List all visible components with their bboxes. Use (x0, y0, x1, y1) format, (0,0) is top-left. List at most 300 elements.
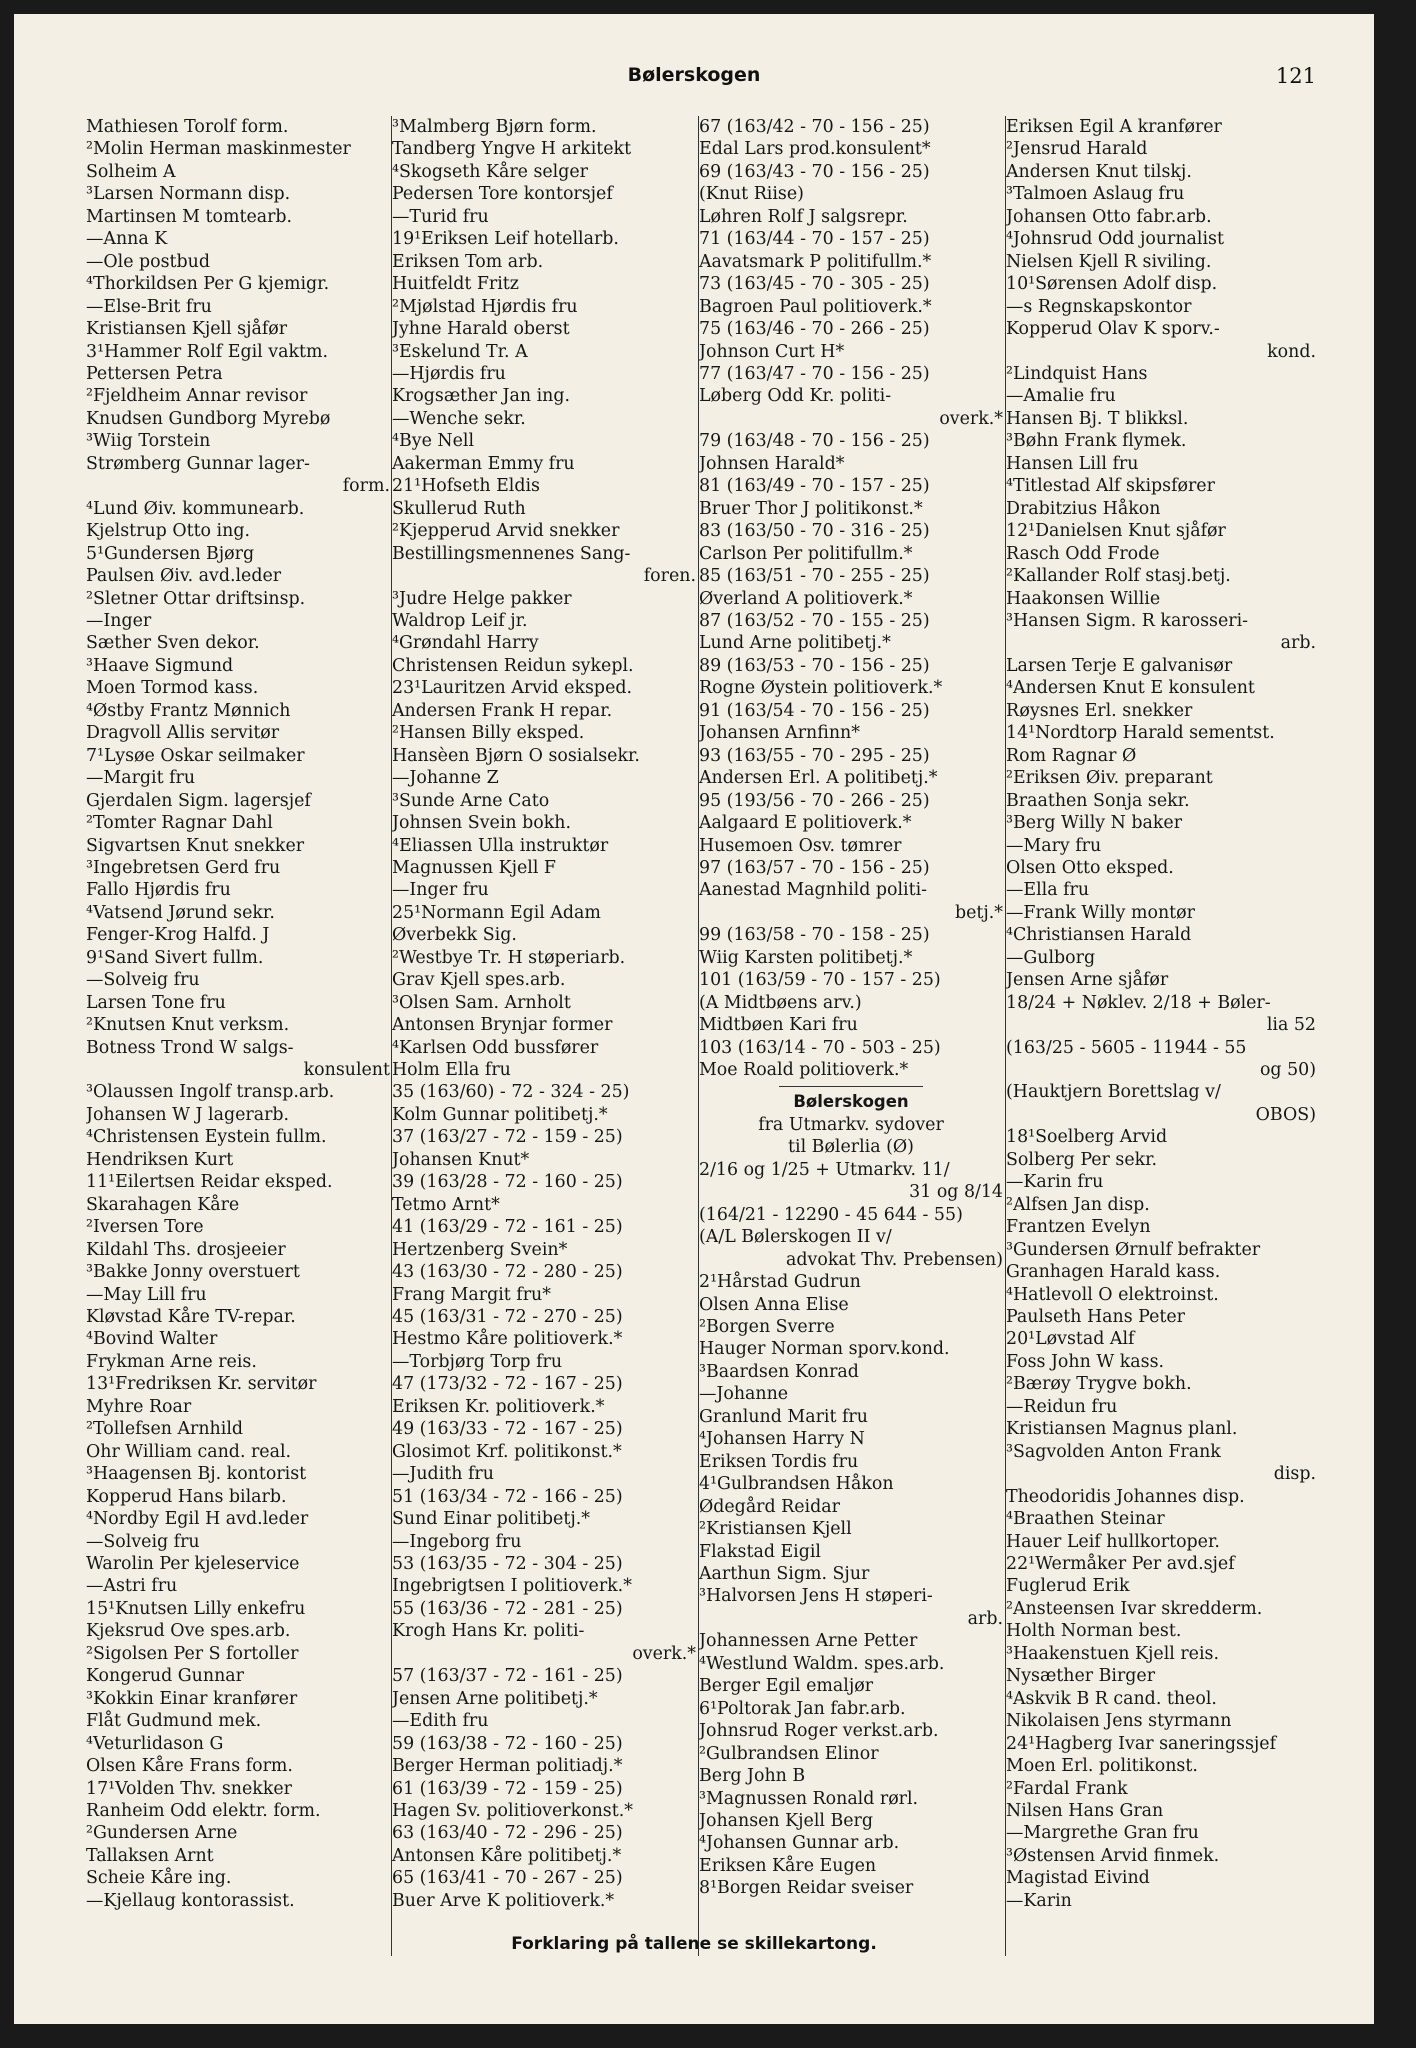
directory-entry-line: Sigvartsen Knut snekker (86, 835, 305, 856)
directory-entry-line: 2¹Hårstad Gudrun (699, 1272, 861, 1293)
directory-entry-line: disp. (1273, 1464, 1316, 1485)
directory-entry-line: 5¹Gundersen Bjørg (86, 543, 255, 564)
directory-entry-line: —Hjørdis fru (392, 363, 506, 384)
directory-entry-line: Olsen Kåre Frans form. (86, 1756, 293, 1777)
directory-entry-line: Kjelstrup Otto ing. (86, 521, 250, 542)
directory-entry-line: Moen Erl. politikonst. (1006, 1756, 1198, 1777)
directory-entry-line: —Mary fru (1006, 835, 1102, 856)
directory-entry-line: Kolm Gunnar politibetj.* (392, 1104, 608, 1125)
directory-entry-line: 101 (163/59 - 70 - 157 - 25) (699, 970, 941, 991)
directory-entry-line: Wiig Karsten politibetj.* (699, 947, 913, 968)
directory-entry-line: ²Lindquist Hans (1006, 363, 1148, 384)
directory-entry-line: 73 (163/45 - 70 - 305 - 25) (699, 274, 930, 295)
directory-entry-line: Magnussen Kjell F (392, 857, 556, 878)
directory-entry-line: 9¹Sand Sivert fullm. (86, 947, 264, 968)
directory-entry-line: ³Berg Willy N baker (1006, 813, 1183, 834)
directory-entry-line: ³Olsen Sam. Arnholt (392, 992, 571, 1013)
directory-entry-line: ²Kristiansen Kjell (699, 1519, 852, 1540)
directory-entry-line: 7¹Lysøe Oskar seilmaker (86, 745, 305, 766)
directory-entry-line: Bestillingsmennenes Sang- (392, 543, 631, 564)
directory-entry-line: —Johanne Z (392, 768, 499, 789)
directory-entry-line: ⁴Skogseth Kåre selger (392, 161, 588, 182)
directory-entry-line: Jensen Arne politibetj.* (392, 1688, 598, 1709)
directory-entry-line: Holm Ella fru (392, 1060, 511, 1081)
section-divider (699, 1081, 1003, 1091)
directory-entry-line: Hertzenberg Svein* (392, 1239, 568, 1260)
directory-entry-line: ³Ingebretsen Gerd fru (86, 857, 281, 878)
directory-entry-line: (A Midtbøens arv.) (699, 992, 862, 1013)
directory-entry-line: 11¹Eilertsen Reidar eksped. (86, 1172, 333, 1193)
directory-entry-line: 17¹Volden Thv. snekker (86, 1778, 292, 1799)
directory-entry-line: Løhren Rolf J salgsrepr. (699, 206, 908, 227)
directory-entry-line: Holth Norman best. (1006, 1621, 1182, 1642)
directory-entry-line: Warolin Per kjeleservice (86, 1554, 300, 1574)
directory-entry-line: Haakonsen Willie (1006, 588, 1161, 609)
directory-entry-line: 97 (163/57 - 70 - 156 - 25) (699, 857, 930, 878)
directory-entry-line: Kongerud Gunnar (86, 1666, 244, 1687)
directory-entry-line: Braathen Sonja sekr. (1006, 790, 1190, 811)
directory-entry-line: Eriksen Tom arb. (392, 251, 544, 272)
directory-entry-line: Rasch Odd Frode (1006, 543, 1160, 564)
directory-entry-line: Johnsrud Roger verkst.arb. (699, 1721, 939, 1742)
directory-entry-line: Frantzen Evelyn (1006, 1217, 1151, 1238)
directory-entry-line: ³Hansen Sigm. R karosseri- (1006, 610, 1249, 631)
directory-entry-line: 21¹Hofseth Eldis (392, 476, 540, 497)
column-4 (1006, 116, 1316, 1912)
directory-entry-line: Larsen Terje E galvanisør (1006, 655, 1233, 676)
directory-entry-line: 8¹Borgen Reidar sveiser (699, 1878, 914, 1899)
directory-entry-line: Øverland A politioverk.* (699, 588, 913, 609)
directory-entry-line: (Hauktjern Borettslag v/ (1006, 1082, 1221, 1103)
directory-entry-line: Fenger-Krog Halfd. J (86, 925, 270, 946)
directory-entry-line: Eriksen Kåre Eugen (699, 1855, 877, 1876)
directory-entry-line: 2/16 og 1/25 + Utmarkv. 11/ (699, 1159, 950, 1180)
directory-entry-line: 53 (163/35 - 72 - 304 - 25) (392, 1554, 623, 1574)
directory-entry-line: —Anna K (86, 229, 168, 250)
directory-entry-line: Glosimot Krf. politikonst.* (392, 1441, 622, 1462)
directory-entry-line: ³Wiig Torstein (86, 431, 211, 452)
directory-entry-line: Andersen Erl. A politibetj.* (699, 768, 938, 789)
directory-entry-line: Nysæther Birger (1006, 1666, 1156, 1687)
directory-entry-line: Fuglerud Erik (1006, 1576, 1130, 1597)
directory-entry-line: ³Talmoen Aslaug fru (1006, 184, 1185, 205)
directory-entry-line: —Solveig fru (86, 970, 200, 991)
directory-entry-line: ³Baardsen Konrad (699, 1361, 859, 1382)
directory-entry-line: 47 (173/32 - 72 - 167 - 25) (392, 1374, 623, 1395)
directory-entry-line: Dragvoll Allis servitør (86, 723, 280, 744)
directory-entry-line: ²Bærøy Trygve bokh. (1006, 1374, 1192, 1395)
directory-entry-line: 25¹Normann Egil Adam (392, 902, 601, 923)
directory-entry-line: overk.* (939, 408, 1003, 429)
directory-entry-line: 63 (163/40 - 72 - 296 - 25) (392, 1823, 623, 1844)
directory-entry-line: 22¹Wermåker Per avd.sjef (1006, 1554, 1235, 1574)
directory-entry-line: 45 (163/31 - 72 - 270 - 25) (392, 1307, 623, 1328)
directory-entry-line: Berg John B (699, 1766, 806, 1787)
directory-entry-line: Hansèen Bjørn O sosialsekr. (392, 745, 640, 766)
directory-entry-line: 89 (163/53 - 70 - 156 - 25) (699, 655, 930, 676)
directory-entry-line: ²Kallander Rolf stasj.betj. (1006, 566, 1231, 587)
directory-entry-line: ²Jensrud Harald (1006, 139, 1148, 160)
directory-entry-line: ⁴Westlund Waldm. spes.arb. (699, 1653, 945, 1674)
directory-entry-line: ⁴Christiansen Harald (1006, 925, 1192, 946)
directory-entry-line: Hestmo Kåre politioverk.* (392, 1329, 623, 1350)
directory-entry-line: arb. (1280, 633, 1316, 654)
directory-entry-line: 55 (163/36 - 72 - 281 - 25) (392, 1598, 623, 1619)
directory-entry-line: ²Alfsen Jan disp. (1006, 1194, 1150, 1215)
directory-entry-line: Ingebrigtsen I politioverk.* (392, 1576, 632, 1597)
directory-entry-line: advokat Thv. Prebensen) (786, 1249, 1003, 1270)
directory-entry-line: Nikolaisen Jens styrmann (1006, 1711, 1232, 1732)
directory-entry-line: 93 (163/55 - 70 - 295 - 25) (699, 745, 930, 766)
directory-entry-line: 24¹Hagberg Ivar saneringssjef (1006, 1733, 1277, 1754)
directory-entry-line: Lund Arne politibetj.* (699, 633, 891, 654)
directory-entry-line: Skullerud Ruth (392, 498, 526, 519)
directory-entry-line: —Frank Willy montør (1006, 902, 1195, 923)
directory-entry-line: Hansen Lill fru (1006, 453, 1139, 474)
directory-entry-line: ³Haave Sigmund (86, 655, 234, 676)
directory-entry-line: Johansen W J lagerarb. (86, 1104, 290, 1125)
directory-entry-line: —Turid fru (392, 206, 489, 227)
directory-entry-line: Waldrop Leif jr. (392, 610, 528, 631)
page-title: Bølerskogen (627, 64, 761, 86)
directory-entry-line: Moe Roald politioverk.* (699, 1060, 909, 1081)
directory-entry-line: fra Utmarkv. sydover (758, 1114, 944, 1135)
directory-entry-line: ³Haakenstuen Kjell reis. (1006, 1643, 1219, 1664)
directory-entry-line: ²Kjepperud Arvid snekker (392, 521, 620, 542)
directory-entry-line: Edal Lars prod.konsulent* (699, 139, 931, 160)
directory-entry-line: Johnson Curt H* (699, 341, 845, 362)
directory-entry-line: ³Kokkin Einar kranfører (86, 1688, 298, 1709)
directory-entry-line: 10¹Sørensen Adolf disp. (1006, 274, 1218, 295)
directory-entry-line: ³Sagvolden Anton Frank (1006, 1441, 1221, 1462)
directory-entry-line: 65 (163/41 - 70 - 267 - 25) (392, 1868, 623, 1889)
directory-entry-line: —Solveig fru (86, 1531, 200, 1552)
directory-entry-line: ²Tomter Ragnar Dahl (86, 813, 273, 834)
directory-entry-line: 35 (163/60) - 72 - 324 - 25) (392, 1082, 630, 1103)
directory-entry-line: —Wenche sekr. (392, 408, 526, 429)
directory-entry-line: Aarthun Sigm. Sjur (699, 1564, 870, 1584)
directory-entry-line: 6¹Poltorak Jan fabr.arb. (699, 1698, 906, 1719)
directory-entry-line: ²Borgen Sverre (699, 1317, 835, 1338)
directory-entry-line: ²Sigolsen Per S fortoller (86, 1643, 299, 1664)
directory-entry-line: Ødegård Reidar (699, 1496, 840, 1517)
directory-entry-line: Johannessen Arne Petter (699, 1631, 918, 1652)
directory-entry-line: Hendriksen Kurt (86, 1149, 234, 1170)
directory-entry-line: ⁴Askvik B R cand. theol. (1006, 1688, 1217, 1709)
directory-entry-line: Sund Einar politibetj.* (392, 1509, 590, 1530)
directory-entry-line: 4¹Gulbrandsen Håkon (699, 1474, 894, 1495)
directory-entry-line: Christensen Reidun sykepl. (392, 655, 634, 676)
directory-entry-line: Jensen Arne sjåfør (1006, 970, 1169, 991)
directory-entry-line: Hansen Bj. T blikksl. (1006, 408, 1189, 429)
directory-entry-line: 95 (193/56 - 70 - 266 - 25) (699, 790, 930, 811)
directory-entry-line: ³Eskelund Tr. A (392, 341, 528, 362)
directory-entry-line: Frykman Arne reis. (86, 1351, 257, 1372)
directory-entry-line: Hagen Sv. politioverkonst.* (392, 1800, 633, 1821)
directory-entry-line: til Bølerlia (Ø) (788, 1137, 914, 1158)
directory-entry-line: 71 (163/44 - 70 - 157 - 25) (699, 229, 930, 250)
directory-entry-line: —Karin fru (1006, 1172, 1104, 1193)
directory-entry-line: ²Mjølstad Hjørdis fru (392, 296, 578, 317)
directory-entry-line: ²Tollefsen Arnhild (86, 1419, 244, 1440)
directory-entry-line: 23¹Lauritzen Arvid eksped. (392, 678, 633, 699)
directory-entry-line: form. (342, 476, 390, 497)
directory-entry-line: ⁴Lund Øiv. kommunearb. (86, 498, 305, 519)
directory-entry-line: ⁴Titlestad Alf skipsfører (1006, 476, 1215, 497)
directory-entry-line: 91 (163/54 - 70 - 156 - 25) (699, 700, 930, 721)
directory-entry-line: Magistad Eivind (1006, 1868, 1150, 1889)
directory-entry-line: Theodoridis Johannes disp. (1006, 1486, 1245, 1507)
directory-entry-line: Frang Margit fru* (392, 1284, 551, 1305)
page-header (14, 64, 1374, 104)
directory-entry-line: Aalgaard E politioverk.* (699, 813, 912, 834)
directory-entry-line: Larsen Tone fru (86, 992, 226, 1013)
directory-entry-line: Martinsen M tomtearb. (86, 206, 293, 227)
directory-entry-line: Carlson Per politifullm.* (699, 543, 913, 564)
directory-entry-line: (Knut Riise) (699, 184, 804, 205)
directory-entry-line: ⁴Grøndahl Harry (392, 633, 539, 654)
directory-entry-line: ²Knutsen Knut verksm. (86, 1015, 290, 1036)
directory-entry-line: Skarahagen Kåre (86, 1194, 240, 1215)
directory-entry-line: ⁴Thorkildsen Per G kjemigr. (86, 274, 330, 295)
directory-entry-line: ²Iversen Tore (86, 1217, 204, 1238)
directory-entry-line: 81 (163/49 - 70 - 157 - 25) (699, 476, 930, 497)
directory-entry-line: OBOS) (1255, 1104, 1316, 1125)
directory-entry-line: —Torbjørg Torp fru (392, 1351, 563, 1372)
directory-entry-line: —Margit fru (86, 768, 196, 789)
directory-entry-line: —Reidun fru (1006, 1396, 1118, 1417)
directory-entry-line: og 50) (1259, 1060, 1316, 1081)
directory-entry-line: Sæther Sven dekor. (86, 633, 260, 654)
directory-entry-line: ²Fjeldheim Annar revisor (86, 386, 308, 407)
directory-entry-line: ⁴Johansen Harry N (699, 1429, 865, 1450)
directory-entry-line: Kopperud Hans bilarb. (86, 1486, 287, 1507)
directory-entry-line: 77 (163/47 - 70 - 156 - 25) (699, 363, 930, 384)
directory-entry-line: ²Hansen Billy eksped. (392, 723, 585, 744)
directory-entry-line: Johansen Otto fabr.arb. (1006, 206, 1212, 227)
directory-entry-line: Aakerman Emmy fru (392, 453, 575, 474)
directory-entry-line: —Amalie fru (1006, 386, 1116, 407)
directory-entry-line: Buer Arve K politioverk.* (392, 1890, 615, 1911)
directory-entry-line: Rom Ragnar Ø (1006, 745, 1137, 766)
directory-entry-line: 18/24 + Nøklev. 2/18 + Bøler- (1006, 992, 1271, 1013)
directory-entry-line: Olsen Otto eksped. (1006, 857, 1174, 878)
directory-entry-line: 67 (163/42 - 70 - 156 - 25) (699, 117, 930, 137)
directory-entry-line: Eriksen Tordis fru (699, 1451, 859, 1472)
column-3 (699, 116, 1003, 1900)
directory-entry-line: Huitfeldt Fritz (392, 274, 519, 295)
directory-entry-line: 49 (163/33 - 72 - 167 - 25) (392, 1419, 623, 1440)
directory-entry-line: Solberg Per sekr. (1006, 1149, 1158, 1170)
directory-entry-line: Grav Kjell spes.arb. (392, 970, 566, 991)
directory-entry-line: ⁴Nordby Egil H avd.leder (86, 1509, 309, 1530)
directory-entry-line: ⁴Johnsrud Odd journalist (1006, 229, 1224, 250)
directory-entry-line: ²Westbye Tr. H støperiarb. (392, 947, 626, 968)
directory-entry-line: Knudsen Gundborg Myrebø (86, 408, 331, 429)
directory-entry-line: 3¹Hammer Rolf Egil vaktm. (86, 341, 328, 362)
directory-entry-line: —Gulborg (1006, 947, 1096, 968)
directory-entry-line: 20¹Løvstad Alf (1006, 1329, 1135, 1350)
directory-entry-line: ⁴Braathen Steinar (1006, 1509, 1165, 1530)
directory-entry-line: —Judith fru (392, 1464, 494, 1485)
directory-entry-line: Rogne Øystein politioverk.* (699, 678, 943, 699)
directory-entry-line: ³Malmberg Bjørn form. (392, 117, 597, 137)
directory-entry-line: —Edith fru (392, 1711, 489, 1732)
directory-entry-line: arb. (967, 1608, 1003, 1629)
directory-entry-line: ⁴Østby Frantz Mønnich (86, 700, 291, 721)
directory-entry-line: —Margrethe Gran fru (1006, 1823, 1199, 1844)
section-heading: Bølerskogen (793, 1092, 909, 1112)
directory-entry-line: Botness Trond W salgs- (86, 1037, 294, 1058)
directory-entry-line: 79 (163/48 - 70 - 156 - 25) (699, 431, 930, 452)
directory-entry-line: overk.* (632, 1643, 696, 1664)
directory-entry-line: kond. (1267, 341, 1316, 362)
directory-entry-line: ²Molin Herman maskinmester (86, 139, 351, 160)
directory-entry-line: Berger Egil emaljør (699, 1676, 874, 1697)
directory-entry-line: —s Regnskapskontor (1006, 296, 1192, 317)
directory-entry-line: (164/21 - 12290 - 45 644 - 55) (699, 1204, 963, 1225)
directory-entry-line: Eriksen Kr. politioverk.* (392, 1396, 605, 1417)
directory-entry-line: Fallo Hjørdis fru (86, 880, 231, 901)
directory-entry-line: Kristiansen Kjell sjåfør (86, 319, 288, 340)
directory-entry-line: lia 52 (1266, 1015, 1316, 1036)
directory-entry-line: ³Bakke Jonny overstuert (86, 1262, 300, 1283)
directory-entry-line: 13¹Fredriksen Kr. servitør (86, 1374, 317, 1395)
directory-entry-line: 39 (163/28 - 72 - 160 - 25) (392, 1172, 623, 1193)
directory-entry-line: 18¹Soelberg Arvid (1006, 1127, 1168, 1148)
directory-entry-line: —Inger fru (392, 880, 489, 901)
directory-entry-line: Gjerdalen Sigm. lagersjef (86, 790, 311, 811)
directory-entry-line: Kopperud Olav K sporv.- (1006, 319, 1220, 340)
directory-entry-line: Berger Herman politiadj.* (392, 1756, 623, 1777)
directory-entry-line: (A/L Bølerskogen II v/ (699, 1227, 892, 1248)
directory-entry-line: Kristiansen Magnus planl. (1006, 1419, 1238, 1440)
directory-entry-line: Johnsen Harald* (699, 453, 845, 474)
column-1 (86, 116, 390, 1912)
directory-entry-line: ²Gundersen Arne (86, 1823, 238, 1844)
directory-entry-line: Krogh Hans Kr. politi- (392, 1621, 585, 1642)
directory-entry-line: ³Bøhn Frank flymek. (1006, 431, 1187, 452)
directory-entry-line: Hauger Norman sporv.kond. (699, 1339, 950, 1360)
directory-entry-line: —Ingeborg fru (392, 1531, 522, 1552)
directory-entry-line: Paulseth Hans Peter (1006, 1307, 1185, 1328)
directory-entry-line: —Ole postbud (86, 251, 211, 272)
directory-entry-line: ²Fardal Frank (1006, 1778, 1128, 1799)
directory-entry-line: Mathiesen Torolf form. (86, 117, 289, 137)
directory-entry-line: 75 (163/46 - 70 - 266 - 25) (699, 319, 930, 340)
directory-entry-line: Paulsen Øiv. avd.leder (86, 566, 282, 587)
directory-entry-line: ⁴Johansen Gunnar arb. (699, 1833, 900, 1854)
directory-entry-line: 87 (163/52 - 70 - 155 - 25) (699, 610, 930, 631)
directory-entry-line: Antonsen Brynjar former (392, 1015, 613, 1036)
directory-entry-line: Foss John W kass. (1006, 1351, 1165, 1372)
directory-entry-line: Johansen Knut* (392, 1149, 530, 1170)
directory-entry-line: Solheim A (86, 161, 176, 182)
directory-entry-line: —May Lill fru (86, 1284, 207, 1305)
directory-entry-line: ²Eriksen Øiv. preparant (1006, 768, 1213, 789)
directory-entry-line: 12¹Danielsen Knut sjåfør (1006, 521, 1226, 542)
directory-page (14, 14, 1374, 2024)
directory-entry-line: ⁴Bovind Walter (86, 1329, 218, 1350)
directory-entry-line: betj.* (954, 902, 1003, 923)
directory-entry-line: ³Magnussen Ronald rørl. (699, 1788, 919, 1809)
directory-entry-line: Johansen Kjell Berg (699, 1810, 873, 1831)
directory-entry-line: Løberg Odd Kr. politi- (699, 386, 892, 407)
directory-entry-line: Kjeksrud Ove spes.arb. (86, 1621, 291, 1642)
directory-entry-line: ⁴Vatsend Jørund sekr. (86, 902, 275, 923)
directory-entry-line: 57 (163/37 - 72 - 161 - 25) (392, 1666, 623, 1687)
directory-entry-line: —Karin (1006, 1890, 1072, 1911)
directory-entry-line: Antonsen Kåre politibetj.* (392, 1845, 622, 1866)
directory-entry-line: (163/25 - 5605 - 11944 - 55 (1006, 1037, 1247, 1058)
directory-entry-line: ⁴Karlsen Odd bussfører (392, 1037, 599, 1058)
directory-entry-line: 15¹Knutsen Lilly enkefru (86, 1598, 306, 1619)
directory-entry-line: Aanestad Magnhild politi- (699, 880, 928, 901)
directory-entry-line: 37 (163/27 - 72 - 159 - 25) (392, 1127, 623, 1148)
directory-entry-line: Øverbekk Sig. (392, 925, 517, 946)
directory-entry-line: ⁴Eliassen Ulla instruktør (392, 835, 609, 856)
directory-entry-line: Tallaksen Arnt (86, 1845, 214, 1866)
directory-entry-line: 31 og 8/14 (909, 1182, 1003, 1203)
directory-entry-line: ³Larsen Normann disp. (86, 184, 291, 205)
directory-entry-line: Granhagen Harald kass. (1006, 1262, 1221, 1283)
directory-entry-line: Bagroen Paul politioverk.* (699, 296, 932, 317)
directory-entry-line: ³Haagensen Bj. kontorist (86, 1464, 307, 1485)
directory-entry-line: Tetmo Arnt* (392, 1194, 500, 1215)
directory-entry-line: ⁴Christensen Eystein fullm. (86, 1127, 327, 1148)
directory-entry-line: 103 (163/14 - 70 - 503 - 25) (699, 1037, 941, 1058)
directory-entry-line: 69 (163/43 - 70 - 156 - 25) (699, 161, 930, 182)
directory-entry-line: Moen Tormod kass. (86, 678, 259, 699)
directory-entry-line: 41 (163/29 - 72 - 161 - 25) (392, 1217, 623, 1238)
directory-entry-line: Kløvstad Kåre TV-repar. (86, 1307, 296, 1328)
page-number: 121 (1275, 64, 1316, 88)
directory-entry-line: Tandberg Yngve H arkitekt (392, 139, 632, 160)
directory-entry-line: —Ella fru (1006, 880, 1090, 901)
directory-entry-line: Eriksen Egil A kranfører (1006, 117, 1222, 137)
directory-entry-line: Drabitzius Håkon (1006, 498, 1161, 519)
directory-entry-line: Husemoen Osv. tømrer (699, 835, 902, 856)
directory-entry-line: 99 (163/58 - 70 - 158 - 25) (699, 925, 930, 946)
directory-entry-line: Ranheim Odd elektr. form. (86, 1800, 321, 1821)
directory-entry-line: Hauer Leif hullkortoper. (1006, 1531, 1220, 1552)
directory-entry-line: ²Ansteensen Ivar skredderm. (1006, 1598, 1263, 1619)
directory-entry-line: Pettersen Petra (86, 363, 223, 384)
directory-entry-line: Strømberg Gunnar lager- (86, 453, 310, 474)
directory-entry-line: ⁴Bye Nell (392, 431, 475, 452)
directory-entry-line: foren. (643, 566, 696, 587)
directory-entry-line: Røysnes Erl. snekker (1006, 700, 1193, 721)
directory-entry-line: Krogsæther Jan ing. (392, 386, 570, 407)
directory-entry-line: —Else-Brit fru (86, 296, 212, 317)
directory-entry-line: Scheie Kåre ing. (86, 1868, 232, 1889)
directory-entry-line: Flakstad Eigil (699, 1541, 821, 1562)
directory-entry-line: ³Sunde Arne Cato (392, 790, 550, 811)
directory-entry-line: ³Halvorsen Jens H støperi- (699, 1586, 933, 1607)
directory-entry-line: Myhre Roar (86, 1396, 192, 1417)
directory-entry-line: 43 (163/30 - 72 - 280 - 25) (392, 1262, 623, 1283)
directory-entry-line: Ohr William cand. real. (86, 1441, 292, 1462)
directory-entry-line: Aavatsmark P politifullm.* (699, 251, 932, 272)
directory-entry-line: ⁴Andersen Knut E konsulent (1006, 678, 1255, 699)
directory-entry-line: Kildahl Ths. drosjeeier (86, 1239, 286, 1260)
directory-entry-line: Flåt Gudmund mek. (86, 1711, 262, 1732)
directory-entry-line: ³Olaussen Ingolf transp.arb. (86, 1082, 335, 1103)
directory-entry-line: konsulent (303, 1060, 390, 1081)
page-footer: Forklaring på tallene se skillekartong. (511, 1934, 877, 1954)
directory-entry-line: Olsen Anna Elise (699, 1294, 849, 1315)
directory-entry-line: —Kjellaug kontorassist. (86, 1890, 295, 1911)
